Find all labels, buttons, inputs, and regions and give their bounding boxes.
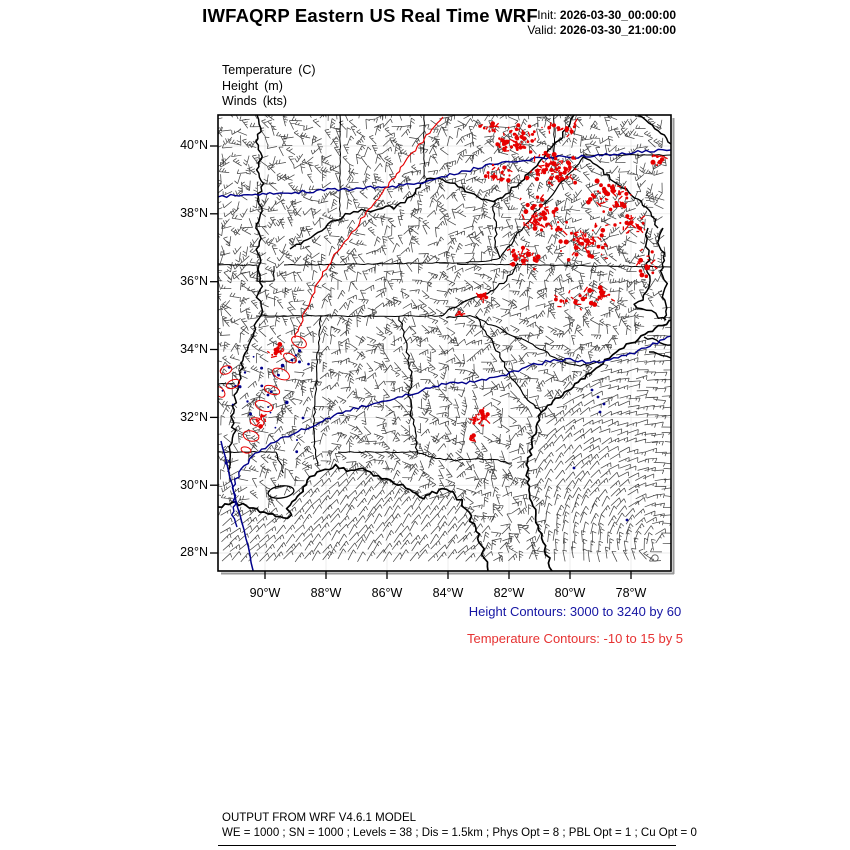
lon-tick-label: 80°W (554, 586, 586, 600)
valid-label: Valid: (527, 22, 557, 37)
init-time (527, 8, 676, 23)
legend-winds-name: Winds (222, 94, 257, 108)
lat-tick-label: 28°N (180, 545, 208, 559)
init-value: 2026-03-30_00:00:00 (559, 8, 676, 22)
lon-tick-label: 78°W (615, 586, 647, 600)
footer-model-line: OUTPUT FROM WRF V4.6.1 MODEL (222, 812, 417, 824)
lon-tick-label: 86°W (371, 586, 403, 600)
wind-barbs-layer (211, 107, 676, 562)
valid-time (527, 23, 676, 38)
legend-winds-units: (kts) (262, 94, 288, 108)
lat-tick-label: 38°N (180, 206, 208, 220)
lat-tick-label: 40°N (180, 138, 208, 152)
lon-tick-label: 84°W (432, 586, 464, 600)
legend-height-name: Height (222, 78, 259, 93)
lat-tick-label: 34°N (180, 342, 208, 356)
height-contours-caption: Height Contours: 3000 to 3240 by 60 (468, 604, 682, 619)
legend-height-units: (m) (264, 78, 283, 93)
page-title: IWFAQRP Eastern US Real Time WRF (202, 5, 538, 26)
legend-row-temperature (222, 63, 316, 79)
lat-tick-label: 30°N (180, 478, 208, 492)
model-footer (222, 811, 697, 841)
lon-tick-label: 88°W (310, 586, 342, 600)
legend-row-winds (222, 94, 316, 110)
legend-temperature-name: Temperature (222, 63, 293, 77)
lon-tick-label: 82°W (493, 586, 525, 600)
run-times (527, 8, 676, 37)
lat-tick-label: 36°N (180, 274, 208, 288)
footer-rule (218, 845, 676, 846)
valid-value: 2026-03-30_21:00:00 (559, 22, 676, 37)
init-label: Init: (537, 8, 557, 22)
legend-row-height (222, 79, 316, 95)
graticule-layer (218, 115, 671, 571)
lon-tick-label: 90°W (249, 586, 281, 600)
footer-config-line: WE = 1000 ; SN = 1000 ; Levels = 38 ; Dis = 1.5km ; Phys Opt = 8 ; PBL Opt = 1 ; Cu Opt = 0 (222, 827, 697, 839)
temperature-contours-caption: Temperature Contours: -10 to 15 by 5 (466, 631, 684, 646)
lat-tick-label: 32°N (180, 410, 208, 424)
field-legend (222, 63, 316, 110)
legend-temperature-units: (C) (298, 63, 316, 77)
state-boundaries-layer (218, 115, 671, 571)
